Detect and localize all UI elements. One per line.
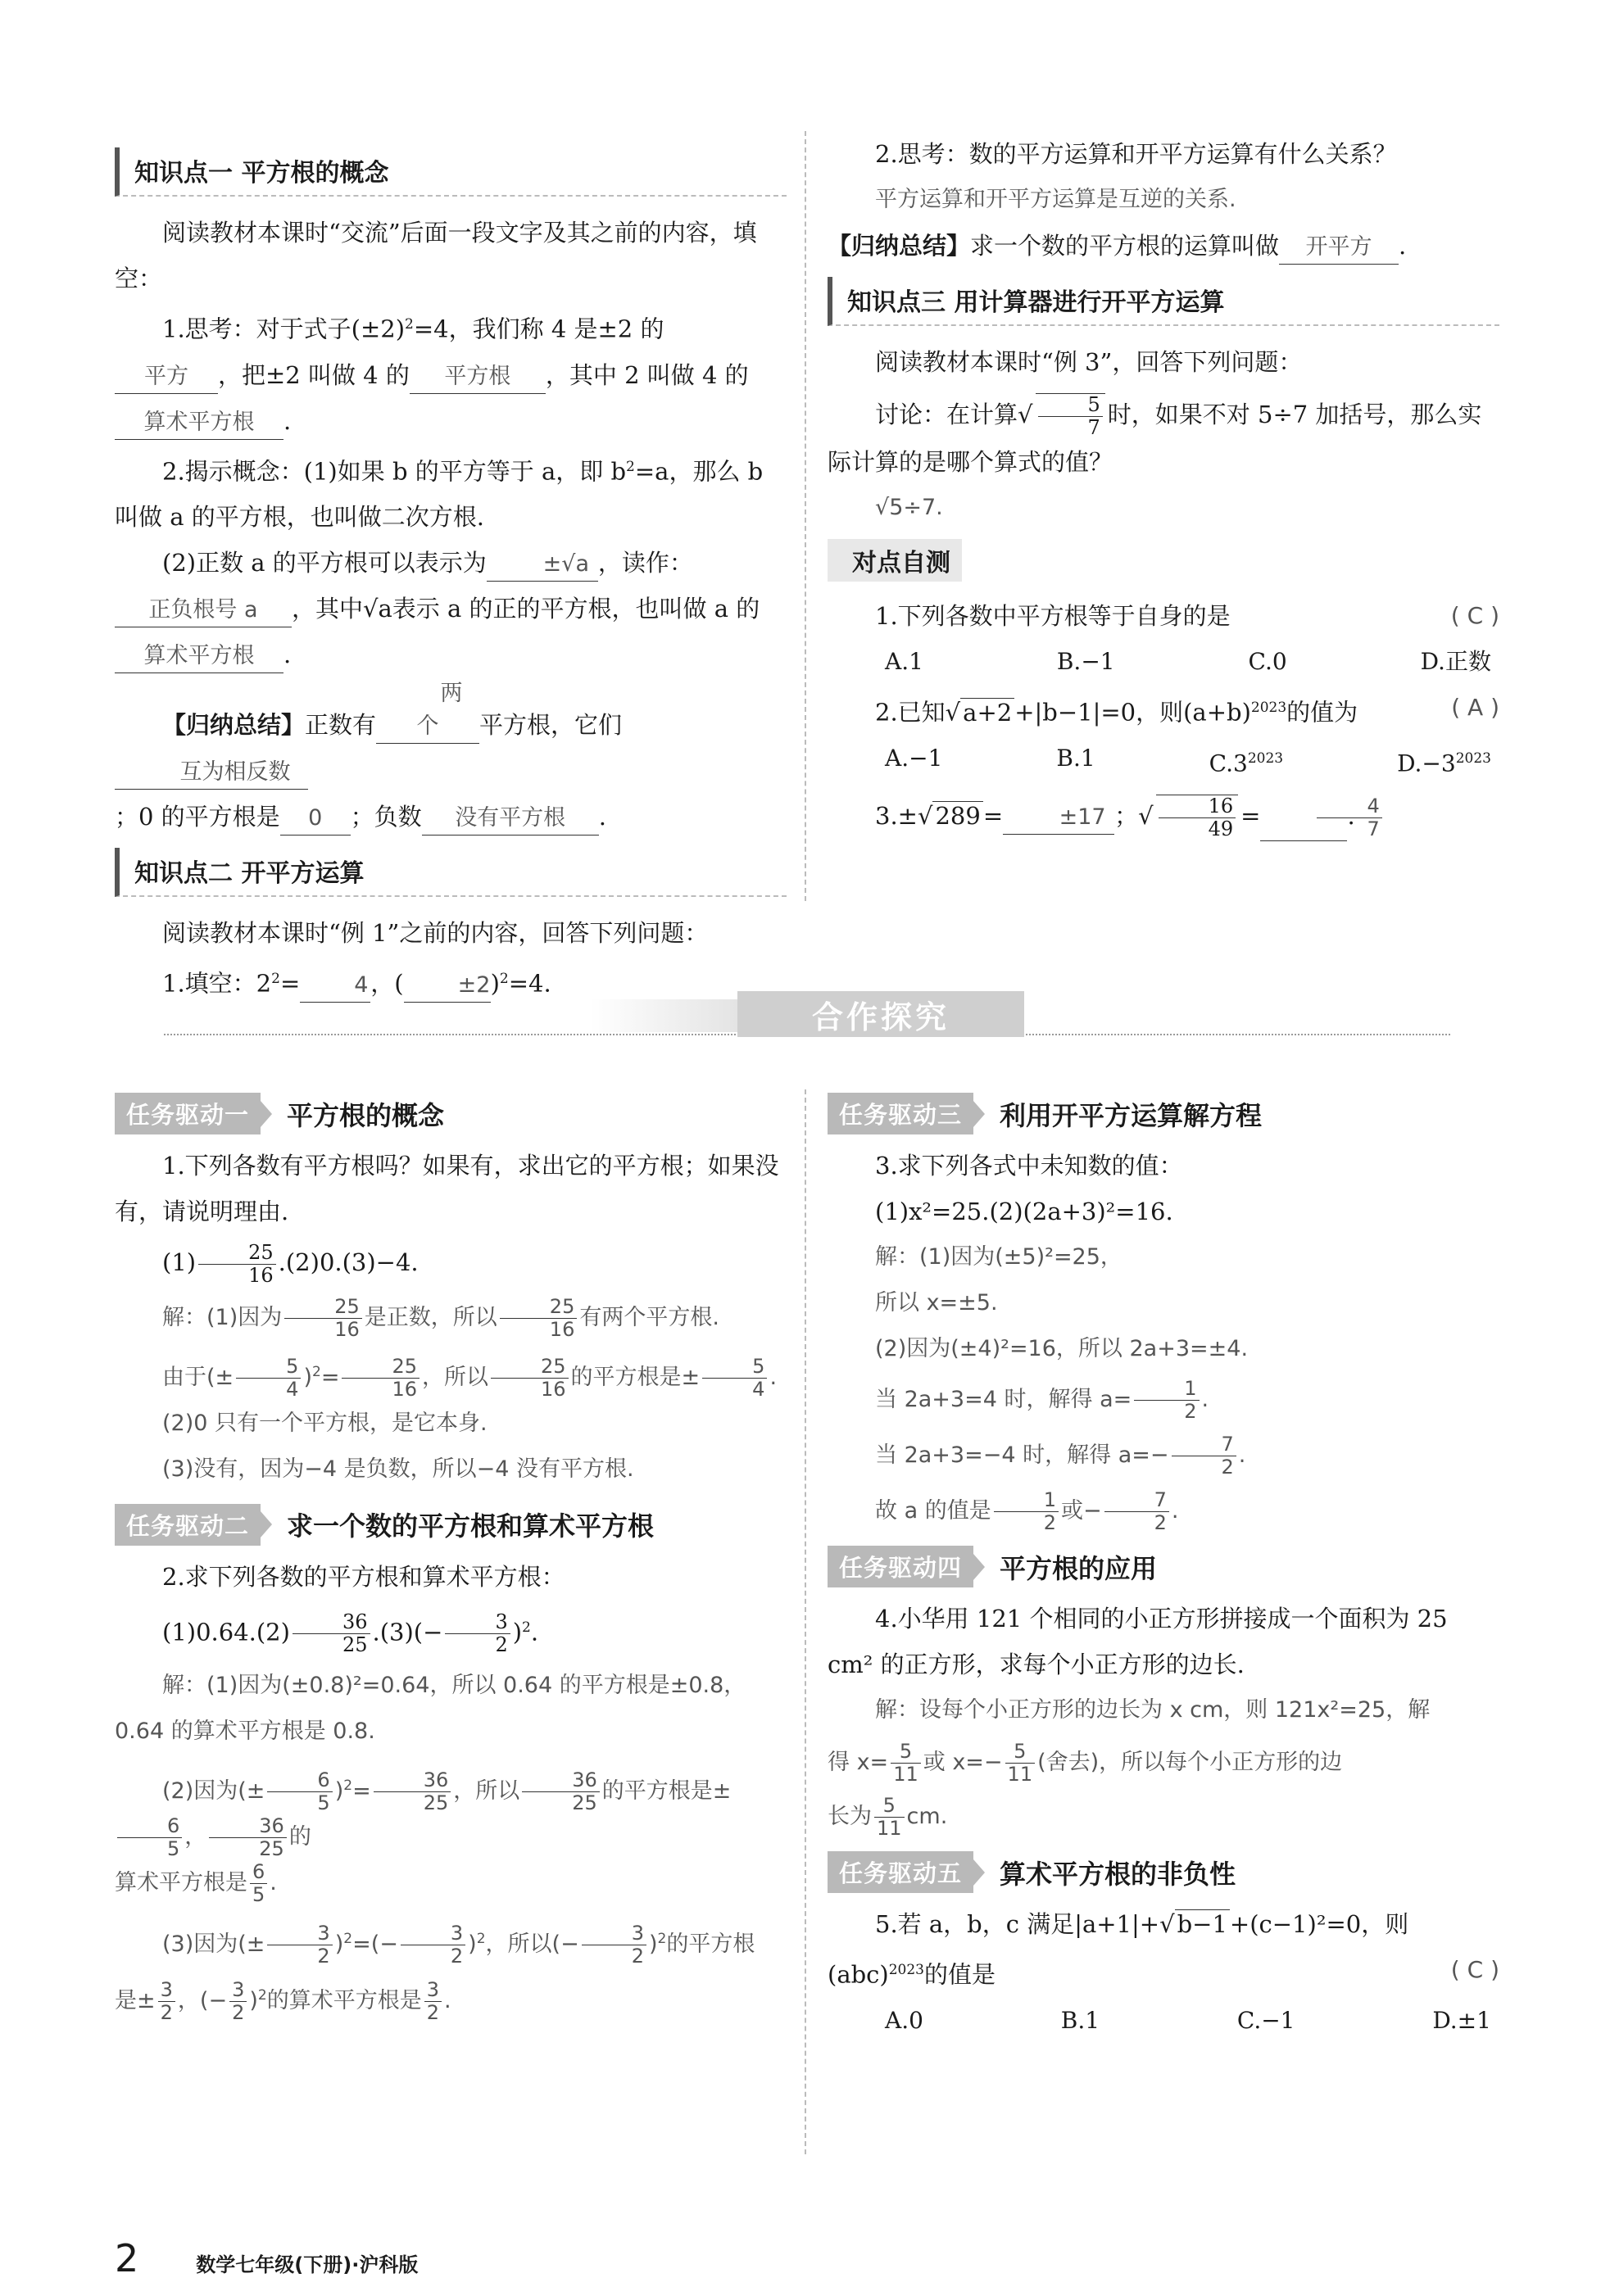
k1-summary: 【归纳总结】正数有两个 平方根，它们互为相反数 [115, 677, 787, 794]
option[interactable]: A.−1 [885, 744, 943, 772]
answer-choice[interactable]: ( C ) [1450, 602, 1499, 629]
tag-arrow-icon [973, 1859, 985, 1886]
fraction: $\frac{36}{25}$ [209, 1815, 287, 1860]
task3-solution-1: 解：(1)因为(±5)²=25， [875, 1244, 1123, 1270]
selftest-q2-options [828, 736, 1499, 786]
option[interactable]: A.1 [885, 648, 923, 675]
fraction: $\frac{3}{2}$ [445, 1611, 510, 1656]
task2-solution-3: (3)因为(± $\frac{3}{2}$ )$^2$=(− $\frac{3}{2}$ )$^2$，所以(− $\frac{3}{2}$ )$^2$的平方根 [162, 1921, 755, 1968]
k1-q1: 1.思考：对于式子$(\pm 2)^2=4$，我们称 4 是±2 的 [162, 315, 664, 343]
k2-summary: 【归纳总结】求一个数的平方根的运算叫做 开平方 . [828, 223, 1499, 269]
task5-question-cont: (abc)$^{2023}$的值是 ( C ) [828, 1947, 1499, 1998]
answer-choice[interactable]: ( A ) [1451, 694, 1499, 721]
fraction: $\frac{3}{2}$ [401, 1922, 465, 1968]
k3-discussion: 讨论：在计算√ $\frac{5}{7}$ 时，如果不对 5÷7 加括号，那么实际计算的是哪个算式的值？ [828, 393, 1482, 476]
banner-fade [590, 999, 737, 1032]
k3-answer: √5÷7. [875, 495, 943, 520]
k1-q2-part2-line2: 正负根号 a ，其中√a表示 a 的正的平方根，也叫做 a 的算术平方根 . [115, 586, 787, 677]
task3-solution-2: 所以 x=±5. [875, 1290, 998, 1316]
fraction: $\frac{3}{2}$ [158, 1979, 175, 2024]
fraction: $\frac{7}{2}$ [1104, 1489, 1169, 1534]
answer-blank[interactable]: ±17 [1003, 801, 1114, 835]
self-test-title: 对点自测 [828, 539, 962, 582]
task-4-header [828, 1546, 1499, 1587]
option[interactable]: C.0 [1248, 648, 1287, 675]
task-title: 平方根的应用 [1000, 1552, 1158, 1584]
fraction: $\frac{3}{2}$ [582, 1922, 646, 1968]
right-top-column [828, 131, 1499, 841]
fraction: $\frac{36}{25}$ [374, 1769, 451, 1814]
k1-q2: 2.揭示概念：(1)如果 b 的平方等于 a，即 $b^2=a$，那么 b 叫做 a 的平方根，也叫做二次方根. [115, 457, 764, 532]
k1-q1-line3: 算术平方根 . [115, 398, 787, 444]
task2-items: (1)0.64.(2) $\frac{36}{25}$ .(3)(− $\frac{3}{2}$ )$^2$. [162, 1610, 539, 1656]
column-divider-top [805, 131, 806, 901]
task3-solution-4: 当 2a+3=4 时，解得 a= $\frac{1}{2}$ . [875, 1377, 1209, 1423]
answer-blank[interactable]: 算术平方根 [115, 640, 283, 673]
k1-summary-line2: ；0 的平方根是 0 ；负数 没有平方根 . [115, 794, 787, 840]
task3-solution-3: (2)因为(±4)²=16，所以 2a+3=±4. [875, 1336, 1249, 1361]
answer-choice[interactable]: ( C ) [1450, 1956, 1499, 1983]
page-footer [115, 2236, 418, 2280]
selftest-q2: 2.已知√ a+2 +|b−1|=0，则$(a+b)^{2023}$的值为 ( A ) [828, 685, 1499, 736]
k1-intro: 阅读教材本课时“交流”后面一段文字及其之前的内容，填空： [115, 219, 757, 292]
k1-q2-part2: (2)正数 a 的平方根可以表示为 ±√a ，读作： [115, 540, 787, 586]
task3-solution-6: 故 a 的值是 $\frac{1}{2}$ 或− $\frac{7}{2}$ . [875, 1488, 1179, 1534]
answer-blank[interactable]: ±√a [487, 548, 598, 582]
task-title: 利用开平方运算解方程 [1000, 1099, 1263, 1131]
answer-blank[interactable] [1260, 794, 1380, 841]
answer-blank[interactable]: 0 [280, 802, 351, 836]
fraction: $\frac{5}{4}$ [702, 1356, 767, 1401]
task1-question: 1.下列各数有平方根吗？如果有，求出它的平方根；如果没有，请说明理由. [115, 1152, 779, 1225]
fraction: $\frac{25}{16}$ [198, 1242, 276, 1287]
task5-options [828, 1998, 1499, 2044]
fraction: $\frac{4}{7}$ [1317, 795, 1381, 840]
fraction: $\frac{25}{16}$ [500, 1296, 578, 1341]
section-banner [164, 991, 1450, 1040]
page-number: 2 [115, 2236, 139, 2280]
task4-solution-2: 得 x= $\frac{5}{11}$ 或 x=− $\frac{5}{11}$ (舍去)，所以每个小正方形的边 [828, 1740, 1343, 1786]
fraction: $\frac{1}{2}$ [1134, 1378, 1199, 1423]
task-tag: 任务驱动四 [828, 1546, 973, 1587]
banner-box [737, 991, 1024, 1037]
k2-q1: 1.填空：$2^2= 4$，( ±2)$^2$=4. [115, 956, 787, 1007]
task1-solution-3: (2)0 只有一个平方根，是它本身. [162, 1410, 488, 1436]
fraction: $\frac{5}{11}$ [891, 1741, 921, 1786]
task-tag: 任务驱动二 [115, 1504, 261, 1546]
fraction: $\frac{16}{49}$ [1156, 795, 1239, 840]
task3-solution-5: 当 2a+3=−4 时，解得 a=− $\frac{7}{2}$ . [875, 1433, 1246, 1479]
task2-question: 2.求下列各数的平方根和算术平方根： [162, 1562, 565, 1591]
task-tag: 任务驱动五 [828, 1851, 973, 1893]
book-name: 数学七年级(下册)·沪科版 [196, 2253, 419, 2276]
answer-blank[interactable]: 没有平方根 [422, 802, 599, 836]
task1-solution-2: 由于(± $\frac{5}{4}$ )$^2$= $\frac{25}{16}$ ，所以 $\frac{25}{16}$ 的平方根是± $\frac{5}{4}$ . [162, 1354, 778, 1401]
answer-blank[interactable]: ±2 [404, 969, 491, 1003]
section-k3-title: 知识点三 用计算器进行开平方运算 [828, 277, 1499, 326]
column-divider-bottom [805, 1089, 806, 2154]
task1-solution-4: (3)没有，因为−4 是负数，所以−4 没有平方根. [162, 1456, 634, 1482]
task-2-header [115, 1504, 787, 1546]
fraction: $\frac{3}{2}$ [229, 1979, 247, 2024]
option[interactable]: C.−1 [1236, 2006, 1295, 2034]
tag-arrow-icon [973, 1554, 985, 1580]
option[interactable]: $C.3^{2023}$ [1209, 749, 1284, 777]
option[interactable]: B.−1 [1056, 648, 1115, 675]
task3-items: (1)x²=25.(2)(2a+3)²=16. [875, 1198, 1173, 1225]
task-title: 平方根的概念 [287, 1099, 445, 1131]
fraction: $\frac{5}{11}$ [1005, 1741, 1036, 1786]
task2-solution-1: 解：(1)因为(±0.8)²=0.64，所以 0.64 的平方根是±0.8，0.64 的算术平方根是 0.8. [115, 1672, 746, 1744]
section-k2-title: 知识点二 开平方运算 [115, 848, 787, 897]
option[interactable]: D.±1 [1432, 2006, 1491, 2034]
task-5-header [828, 1851, 1499, 1893]
fraction: $\frac{7}{2}$ [1172, 1433, 1236, 1479]
fraction: $\frac{25}{16}$ [491, 1356, 569, 1401]
left-top-column [115, 139, 787, 1007]
selftest-q1: 1.下列各数中平方根等于自身的是 ( C ) [828, 593, 1499, 639]
task4-solution-1: 解：设每个小正方形的边长为 x cm，则 121x²=25，解 [875, 1697, 1431, 1723]
answer-blank[interactable]: 互为相反数 [115, 756, 308, 790]
task5-question: 5.若 a，b，c 满足|a+1|+√ b−1 +(c−1)²=0，则 [875, 1910, 1409, 1938]
task4-question: 4.小华用 121 个相同的小正方形拼接成一个面积为 25 cm² 的正方形，求每个小正方形的边长. [828, 1605, 1448, 1678]
fraction: $\frac{3}{2}$ [267, 1922, 332, 1968]
answer-blank[interactable]: 平方根 [410, 360, 546, 394]
task2-solution-3-cont: 是± $\frac{3}{2}$ ，(− $\frac{3}{2}$ )$^2$的算术平方根是 $\frac{3}{2}$ . [115, 1977, 451, 2024]
option[interactable]: B.1 [1056, 744, 1095, 772]
answer-blank[interactable]: 平方 [115, 360, 218, 394]
task3-question: 3.求下列各式中未知数的值： [875, 1152, 1183, 1180]
selftest-q1-options [828, 639, 1499, 685]
option[interactable]: D.正数 [1420, 648, 1491, 675]
option[interactable]: $D.-3^{2023}$ [1397, 749, 1491, 777]
answer-blank[interactable]: 4 [300, 969, 370, 1003]
section-k1-title: 知识点一 平方根的概念 [115, 147, 787, 197]
task1-items: (1) $\frac{25}{16}$ .(2)0.(3)−4. [162, 1240, 419, 1287]
task-3-header [828, 1093, 1499, 1134]
task1-solution-1: 解：(1)因为 $\frac{25}{16}$ 是正数，所以 $\frac{25}{16}$ 有两个平方根. [162, 1294, 719, 1341]
fraction: $\frac{6}{5}$ [267, 1769, 332, 1814]
tag-arrow-icon [261, 1101, 272, 1127]
k2-intro: 阅读教材本课时“例 1”之前的内容，回答下列问题： [162, 919, 709, 948]
fraction: $\frac{3}{2}$ [424, 1979, 442, 2024]
answer-blank[interactable]: 正负根号 a [115, 594, 292, 627]
k3-intro: 阅读教材本课时“例 3”，回答下列问题： [875, 348, 1303, 376]
answer-blank[interactable]: 开平方 [1279, 231, 1399, 265]
fraction: $\frac{25}{16}$ [284, 1296, 362, 1341]
selftest-q3: 3.±√ 289 = ±17 ；√ $\frac{16}{49}$ = $\frac{4}{7}$ . [828, 793, 1499, 841]
fraction: $\frac{6}{5}$ [117, 1815, 182, 1860]
k1-q1-line2: 平方 ，把±2 叫做 4 的 平方根 ，其中 2 叫做 4 的 [115, 352, 787, 398]
answer-blank[interactable]: 算术平方根 [115, 406, 283, 440]
k2-q2-answer: 平方运算和开平方运算是互逆的关系. [875, 187, 1236, 212]
banner-title: 合作探究 [811, 999, 950, 1035]
task4-solution-3: 长为 $\frac{5}{11}$ cm. [828, 1794, 948, 1840]
task-title: 算术平方根的非负性 [1000, 1858, 1236, 1890]
task-1-header [115, 1093, 787, 1134]
task-title: 求一个数的平方根和算术平方根 [287, 1510, 655, 1542]
fraction: $\frac{25}{16}$ [342, 1356, 420, 1401]
option[interactable]: A.0 [885, 2006, 923, 2034]
task-tag: 任务驱动一 [115, 1093, 261, 1134]
task2-solution-2: (2)因为(± $\frac{6}{5}$ )$^2$= $\frac{36}{25}$ ，所以 $\frac{36}{25}$ 的平方根是± $\frac{6}{5}$ ， $\frac{36}{25}$ 的 [115, 1763, 787, 1860]
task2-solution-2-cont: 算术平方根是 $\frac{6}{5}$ . [115, 1859, 277, 1906]
left-bottom-column [115, 1081, 787, 2024]
fraction: $\frac{1}{2}$ [994, 1489, 1059, 1534]
fraction: $\frac{5}{11}$ [874, 1795, 905, 1840]
fraction: $\frac{36}{25}$ [522, 1769, 600, 1814]
k2-q2: 2.思考：数的平方运算和开平方运算有什么关系？ [875, 140, 1397, 168]
fraction: $\frac{6}{5}$ [250, 1861, 267, 1906]
right-bottom-column [828, 1081, 1499, 2044]
task-tag: 任务驱动三 [828, 1093, 973, 1134]
fraction: $\frac{5}{4}$ [236, 1356, 301, 1401]
tag-arrow-icon [261, 1511, 272, 1537]
option[interactable]: B.1 [1060, 2006, 1100, 2034]
answer-blank[interactable]: 两个 [376, 677, 479, 744]
tag-arrow-icon [973, 1101, 985, 1127]
fraction: $\frac{36}{25}$ [293, 1611, 370, 1656]
fraction: $\frac{5}{7}$ [1036, 393, 1105, 439]
